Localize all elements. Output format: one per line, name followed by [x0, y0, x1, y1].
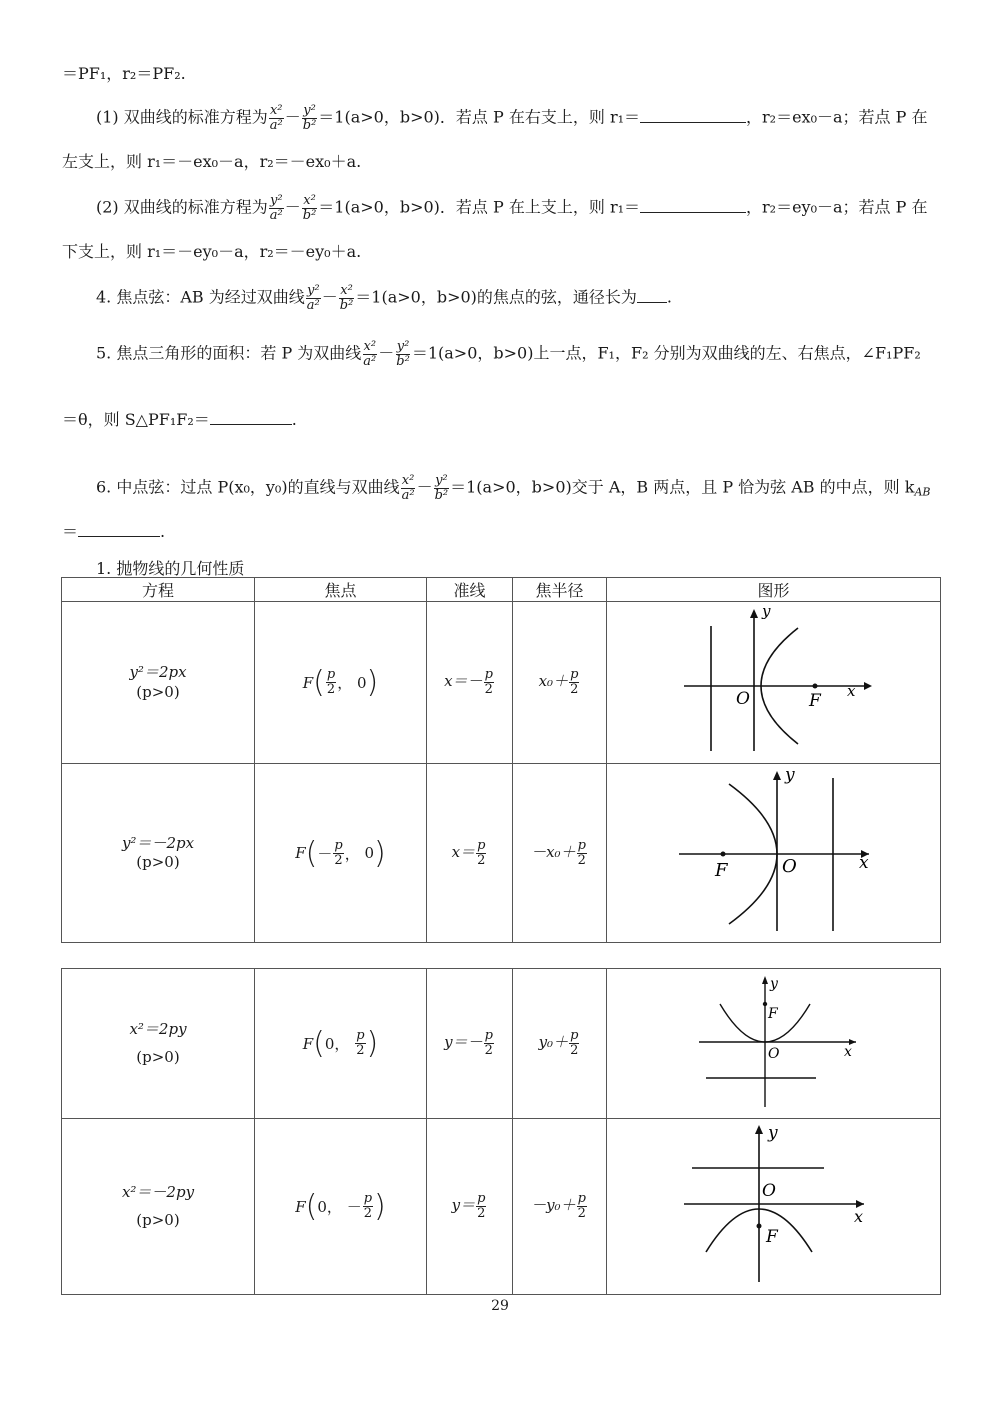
text-line-0: ＝PF₁，r₂＝PF₂.	[62, 64, 186, 83]
equation-cell: x²＝2py (p>0)	[62, 969, 255, 1119]
parabola-up-figure	[684, 972, 864, 1112]
axis-label-y: y	[761, 605, 770, 620]
text-line-1: (1) 双曲线的标准方程为 $\frac{\text{x²}}{\text{a²}}$ － $\frac{\text{y²}}{\text{b²}}$ ＝1(a>0，b>0)．若点 P 在右支上，则 r₁＝ ，r₂＝ex₀－a；若点 P 在	[96, 103, 928, 133]
col-header-figure: 图形	[607, 578, 941, 602]
equation-cell: x²＝－2py (p>0)	[62, 1119, 255, 1295]
directrix-cell: x＝－ $\frac{p}{2}$	[427, 602, 513, 764]
figure-cell	[607, 602, 941, 764]
table-row	[62, 764, 941, 943]
directrix-cell: y＝ $\frac{p}{2}$	[427, 1119, 513, 1295]
focus-cell: F ( － $\frac{p}{2}$ ， 0 )	[255, 764, 427, 943]
table-row	[62, 969, 941, 1119]
col-header-directrix: 准线	[427, 578, 513, 602]
fraction: $\frac{\text{y²}}{\text{b²}}$	[396, 339, 410, 369]
origin-label: O	[735, 688, 750, 709]
focus-label: F	[808, 690, 821, 711]
axis-label-x: x	[846, 681, 855, 700]
figure-cell	[607, 1119, 941, 1295]
axis-label-x: x	[858, 853, 869, 873]
fraction: $\frac{\text{y²}}{\text{b²}}$	[302, 103, 317, 133]
focus-label: F	[714, 860, 727, 881]
focus-cell: F ( 0 ， $\frac{p}{2}$ )	[255, 969, 427, 1119]
axis-label-y: y	[769, 975, 778, 992]
answer-blank	[210, 423, 292, 425]
text-line-6: 5. 焦点三角形的面积：若 P 为双曲线 $\frac{\text{x²}}{\text{a²}}$ － $\frac{\text{y²}}{\text{b²}}$ ＝1(a>0，b>0)上一点，F₁，F₂ 分别为双曲线的左、右焦点，∠F₁PF₂	[96, 339, 921, 369]
focal-radius-cell: y₀＋ $\frac{p}{2}$	[513, 969, 607, 1119]
axis-label-x: x	[843, 1043, 852, 1060]
equation-cell: y²＝－2px (p>0)	[62, 764, 255, 943]
origin-label: O	[781, 856, 797, 877]
fraction: $\frac{\text{x²}}{\text{b²}}$	[302, 193, 317, 223]
text-line-2: 左支上，则 r₁＝－ex₀－a，r₂＝－ex₀＋a.	[62, 152, 362, 171]
parabola-down-figure	[674, 1122, 874, 1287]
page-number: 29	[491, 1298, 509, 1314]
answer-blank	[640, 121, 746, 123]
fraction: $\frac{\text{y²}}{\text{a²}}$	[306, 283, 320, 313]
col-header-focal-radius: 焦半径	[513, 578, 607, 602]
text-line-9: ＝ .	[62, 522, 166, 541]
fraction: $\frac{\text{y²}}{\text{a²}}$	[269, 193, 283, 223]
focus-label: F	[765, 1227, 778, 1247]
answer-blank	[78, 535, 160, 537]
table-caption: 1. 抛物线的几何性质	[96, 559, 245, 578]
directrix-cell: x＝ $\frac{p}{2}$	[427, 764, 513, 943]
parabola-right-figure	[674, 606, 874, 756]
figure-cell	[607, 764, 941, 943]
text-line-5: 4. 焦点弦：AB 为经过双曲线 $\frac{\text{y²}}{\text{a²}}$ － $\frac{\text{x²}}{\text{b²}}$ ＝1(a>0，b>0)的焦点的弦，通径长为 .	[96, 283, 673, 313]
answer-blank	[637, 301, 667, 303]
focal-radius-cell: －y₀＋ $\frac{p}{2}$	[513, 1119, 607, 1295]
focus-cell: F ( $\frac{p}{2}$ ， 0 )	[255, 602, 427, 764]
focus-cell: F ( 0 ， － $\frac{p}{2}$ )	[255, 1119, 427, 1295]
axis-label-x: x	[853, 1207, 863, 1226]
fraction: $\frac{\text{y²}}{\text{b²}}$	[434, 473, 449, 503]
axis-label-y: y	[784, 766, 795, 785]
text-line-7: ＝θ，则 S△PF₁F₂＝ .	[62, 410, 297, 429]
fraction: $\frac{\text{x²}}{\text{a²}}$	[401, 473, 415, 503]
fraction: $\frac{\text{x²}}{\text{a²}}$	[269, 103, 283, 133]
fraction: $\frac{\text{x²}}{\text{b²}}$	[339, 283, 354, 313]
col-header-equation: 方程	[62, 578, 255, 602]
focal-radius-cell: x₀＋ $\frac{p}{2}$	[513, 602, 607, 764]
fraction: $\frac{\text{x²}}{\text{a²}}$	[363, 339, 377, 369]
text-line-3: (2) 双曲线的标准方程为 $\frac{\text{y²}}{\text{a²}}$ － $\frac{\text{x²}}{\text{b²}}$ ＝1(a>0，b>0)．若点 P 在上支上，则 r₁＝ ，r₂＝ey₀－a；若点 P 在	[96, 193, 928, 223]
text-line-4: 下支上，则 r₁＝－ey₀－a，r₂＝－ey₀＋a.	[62, 242, 362, 261]
text-line-8: 6. 中点弦：过点 P(x₀，y₀)的直线与双曲线 $\frac{\text{x²}}{\text{a²}}$ － $\frac{\text{y²}}{\text{b²}}$ ＝1(a>0，b>0)交于 A，B 两点，且 P 恰为弦 AB 的中点，则 $k_{AB}$	[96, 473, 931, 503]
parabola-table-1	[61, 577, 941, 943]
col-header-focus: 焦点	[255, 578, 427, 602]
origin-label: O	[767, 1045, 779, 1062]
answer-blank	[640, 211, 746, 213]
parabola-table-2	[61, 968, 941, 1295]
figure-cell	[607, 969, 941, 1119]
table-row	[62, 602, 941, 764]
equation-cell: y²＝2px (p>0)	[62, 602, 255, 764]
parabola-left-figure	[669, 766, 879, 936]
focal-radius-cell: －x₀＋ $\frac{p}{2}$	[513, 764, 607, 943]
directrix-cell: y＝－ $\frac{p}{2}$	[427, 969, 513, 1119]
origin-label: O	[761, 1181, 776, 1201]
axis-label-y: y	[767, 1123, 778, 1143]
table-header-row	[62, 578, 941, 602]
table-row	[62, 1119, 941, 1295]
focus-label: F	[767, 1005, 778, 1022]
